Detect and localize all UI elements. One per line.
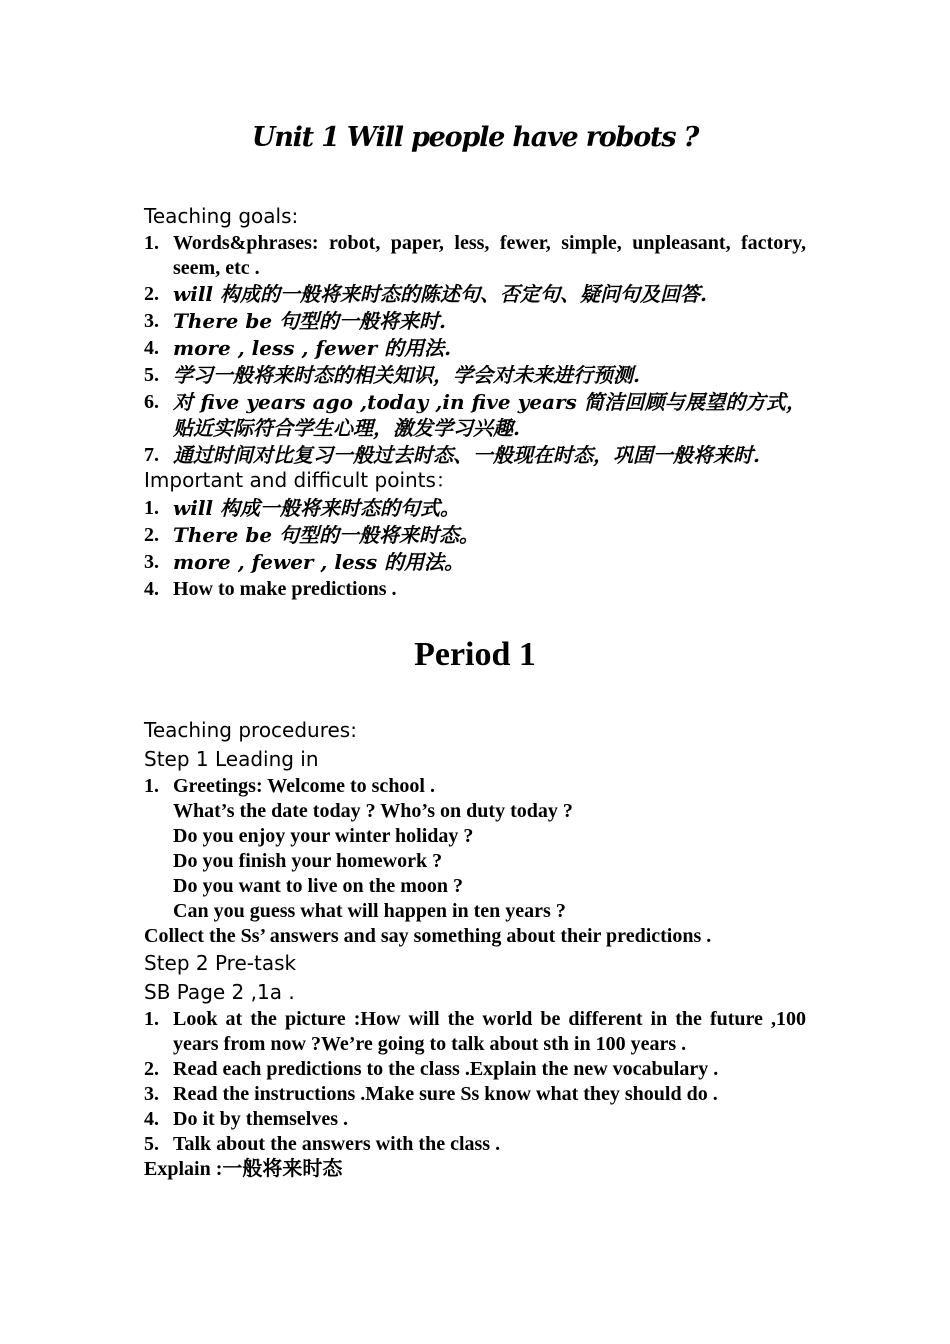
item-text: will 构成一般将来时态的句式。 xyxy=(173,496,460,520)
item-text: There be 句型的一般将来时态。 xyxy=(173,523,480,547)
list-item xyxy=(144,231,806,281)
item-number: 1. xyxy=(144,775,159,797)
item-text: There be 句型的一般将来时. xyxy=(173,309,447,333)
list-item xyxy=(144,496,806,522)
item-number: 3. xyxy=(144,310,159,332)
item-text: How to make predictions . xyxy=(173,578,397,600)
item-text: Talk about the answers with the class . xyxy=(173,1133,501,1155)
step2-heading: Step 2 Pre-task xyxy=(144,951,297,975)
step1-list xyxy=(144,774,806,799)
sb-page-ref: SB Page 2 ,1a . xyxy=(144,980,295,1004)
item-number: 2. xyxy=(144,283,159,305)
item-text: will 构成的一般将来时态的陈述句、否定句、疑问句及回答. xyxy=(173,282,707,306)
item-number: 3. xyxy=(144,551,159,573)
item-number: 2. xyxy=(144,524,159,546)
list-item xyxy=(144,390,806,442)
period-heading: Period 1 xyxy=(414,636,536,673)
list-item xyxy=(144,363,806,389)
item-number: 4. xyxy=(144,337,159,359)
step2-list xyxy=(144,1007,806,1157)
item-number: 1. xyxy=(144,497,159,519)
item-number: 5. xyxy=(144,1133,159,1155)
teaching-goals-section xyxy=(144,202,806,469)
item-text: more , fewer , less 的用法。 xyxy=(173,550,465,574)
item-text: 对 five years ago ,today ,in five years 简洁回顾与展望的方式，贴近实际符合学生心理，激发学习兴趣. xyxy=(173,390,806,440)
item-text: 学习一般将来时态的相关知识，学会对未来进行预测. xyxy=(173,363,640,387)
item-text: 通过时间对比复习一般过去时态、一般现在时态，巩固一般将来时. xyxy=(173,443,760,467)
item-text: Look at the picture :How will the world be different in the future ,100 years from now ?We’re going to talk about sth in 100 years . xyxy=(173,1008,806,1055)
procedures-section xyxy=(144,716,806,1182)
question-line: What’s the date today ? Who’s on duty today ? xyxy=(173,800,573,822)
explain-note: Explain :一般将来时态 xyxy=(144,1158,343,1180)
item-number: 1. xyxy=(144,1008,159,1030)
key-points-heading: Important and difficult points： xyxy=(144,468,456,492)
key-points-section xyxy=(144,466,806,602)
list-item xyxy=(144,1132,806,1157)
item-number: 5. xyxy=(144,364,159,386)
list-item xyxy=(144,550,806,576)
procedures-heading: Teaching procedures: xyxy=(144,718,357,742)
list-item xyxy=(144,577,806,602)
list-item xyxy=(144,774,806,799)
item-text: Words&phrases: robot, paper, less, fewer, simple, unpleasant, factory, seem, etc . xyxy=(173,232,806,279)
list-item xyxy=(144,1057,806,1082)
item-number: 4. xyxy=(144,1108,159,1130)
step1-heading: Step 1 Leading in xyxy=(144,747,319,771)
list-item xyxy=(144,336,806,362)
question-line: Do you finish your homework ? xyxy=(173,850,443,872)
question-line: Can you guess what will happen in ten years ? xyxy=(173,900,566,922)
list-item xyxy=(144,309,806,335)
unit-title: Unit 1 Will people have robots ? xyxy=(251,122,699,153)
item-text: Read each predictions to the class .Explain the new vocabulary . xyxy=(173,1058,719,1080)
list-item xyxy=(144,1082,806,1107)
item-text: Greetings: Welcome to school . xyxy=(173,775,435,797)
collect-note: Collect the Ss’ answers and say something about their predictions . xyxy=(144,925,712,947)
item-number: 1. xyxy=(144,232,159,254)
item-number: 2. xyxy=(144,1058,159,1080)
item-text: Read the instructions .Make sure Ss know what they should do . xyxy=(173,1083,718,1105)
teaching-goals-list xyxy=(144,231,806,469)
item-text: more , less , fewer 的用法. xyxy=(173,336,452,360)
item-number: 3. xyxy=(144,1083,159,1105)
teaching-goals-heading: Teaching goals: xyxy=(144,204,299,228)
list-item xyxy=(144,523,806,549)
item-text: Do it by themselves . xyxy=(173,1108,348,1130)
list-item xyxy=(144,1007,806,1057)
key-points-list xyxy=(144,496,806,602)
list-item xyxy=(144,1107,806,1132)
question-line: Do you enjoy your winter holiday ? xyxy=(173,825,474,847)
item-number: 7. xyxy=(144,444,159,466)
question-line: Do you want to live on the moon ? xyxy=(173,875,464,897)
item-number: 6. xyxy=(144,391,159,413)
list-item xyxy=(144,282,806,308)
item-number: 4. xyxy=(144,578,159,600)
